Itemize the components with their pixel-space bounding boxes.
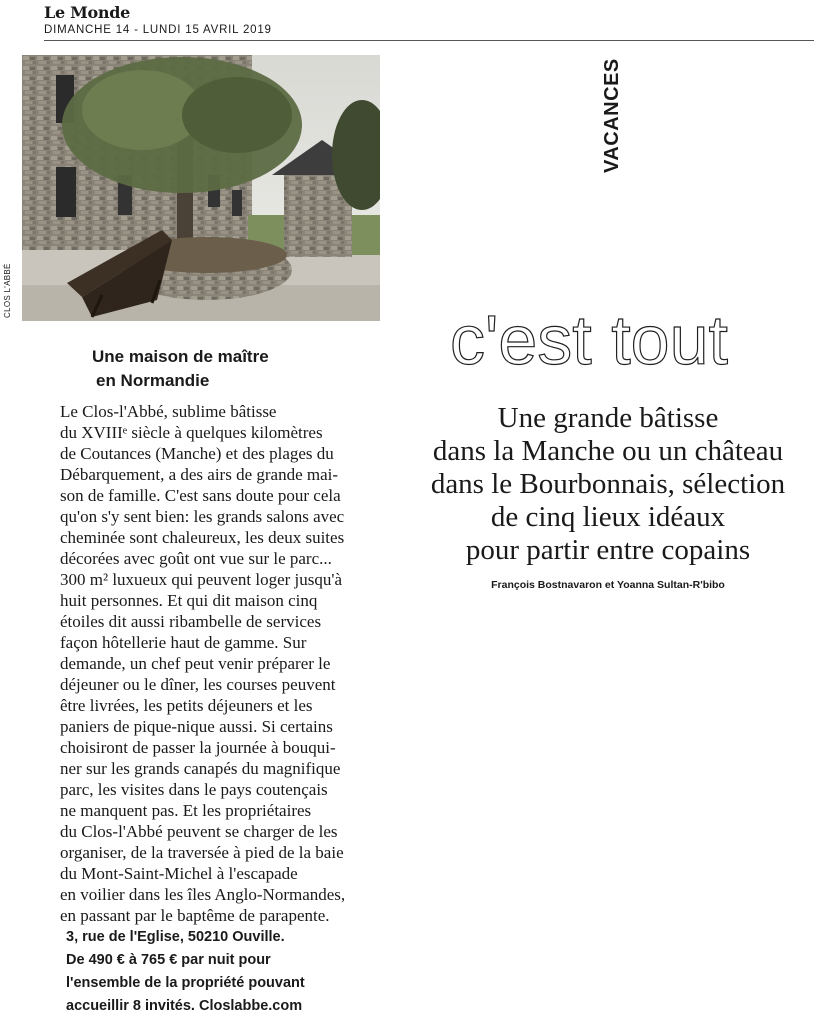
deck-line: dans la Manche ou un château	[432, 435, 784, 467]
body-line: son de famille. C'est sans doute pour cela	[60, 486, 341, 505]
body-line: du Mont-Saint-Michel à l'escapade	[60, 864, 298, 883]
body-line: de Coutances (Manche) et des plages du	[60, 444, 334, 463]
title-line: Ensemble,	[412, 211, 752, 289]
info-line: accueillir 8 invités. Closlabbe.com	[66, 998, 303, 1014]
body-line: être livrées, les petits déjeuners et les	[60, 696, 313, 715]
masthead	[44, 4, 272, 37]
body-line: demande, un chef peut venir préparer le	[60, 654, 331, 673]
article-photo	[22, 55, 380, 321]
body-line: du Clos-l'Abbé peuvent se charger de les	[60, 822, 338, 841]
stone-manor-photo-icon	[22, 55, 380, 321]
byline: François Bostnavaron et Yoanna Sultan-R'bibo	[491, 579, 725, 591]
body-line: décorées avec goût ont vue sur le parc...	[60, 549, 332, 568]
body-line: choisiront de passer la journée à bouqui-	[60, 738, 336, 757]
masthead-divider	[44, 40, 814, 41]
body-line: ne manquent pas. Et les propriétaires	[60, 801, 312, 820]
feature-title	[412, 200, 828, 380]
practical-info	[66, 926, 386, 1018]
body-line: 300 m² luxueux qui peuvent loger jusqu'à	[60, 570, 343, 589]
deck-line: dans le Bourbonnais, sélection	[430, 468, 786, 500]
body-line: déjeuner ou le dîner, les courses peuvent	[60, 675, 336, 694]
deck-line: pour partir entre copains	[465, 534, 751, 566]
info-line: 3, rue de l'Eglise, 50210 Ouville.	[66, 929, 285, 945]
body-line: huit personnes. Et qui dit maison cinq	[60, 591, 318, 610]
body-line: ner sur les grands canapés du magnifique	[60, 759, 341, 778]
title-line: c'est tout	[450, 301, 728, 379]
info-line: De 490 € à 765 € par nuit pour	[66, 952, 271, 968]
headline-line: Une maison de maître	[92, 347, 269, 366]
photo-credit: CLOS L'ABBÉ	[3, 263, 12, 318]
section-label: VACANCES	[601, 58, 623, 173]
feature-deck	[398, 402, 818, 567]
body-line: cheminée sont chaleureux, les deux suites	[60, 528, 345, 547]
headline-line: en Normandie	[96, 371, 210, 390]
body-line: organiser, de la traversée à pied de la baie	[60, 843, 344, 862]
body-line: qu'on s'y sent bien: les grands salons avec	[60, 507, 345, 526]
issue-date: DIMANCHE 14 - LUNDI 15 AVRIL 2019	[44, 24, 272, 36]
body-line: étoiles dit aussi ribambelle de services	[60, 612, 322, 631]
deck-line: Une grande bâtisse	[497, 402, 719, 434]
body-line: Le Clos-l'Abbé, sublime bâtisse	[60, 402, 277, 421]
body-line: paniers de pique-nique aussi. Si certains	[60, 717, 333, 736]
body-line: en passant par le baptême de parapente.	[60, 906, 330, 925]
article-body	[60, 401, 380, 926]
body-line: façon hôtellerie haut de gamme. Sur	[60, 633, 307, 652]
body-line: parc, les visites dans le pays coutençais	[60, 780, 328, 799]
newspaper-logo: Le Monde	[44, 3, 130, 22]
article-headline	[92, 345, 352, 393]
body-line: du XVIIIᵉ siècle à quelques kilomètres	[60, 423, 323, 442]
deck-line: de cinq lieux idéaux	[490, 501, 726, 533]
info-line: l'ensemble de la propriété pouvant	[66, 975, 305, 991]
body-line: en voilier dans les îles Anglo-Normandes,	[60, 885, 346, 904]
body-line: Débarquement, a des airs de grande mai-	[60, 465, 339, 484]
